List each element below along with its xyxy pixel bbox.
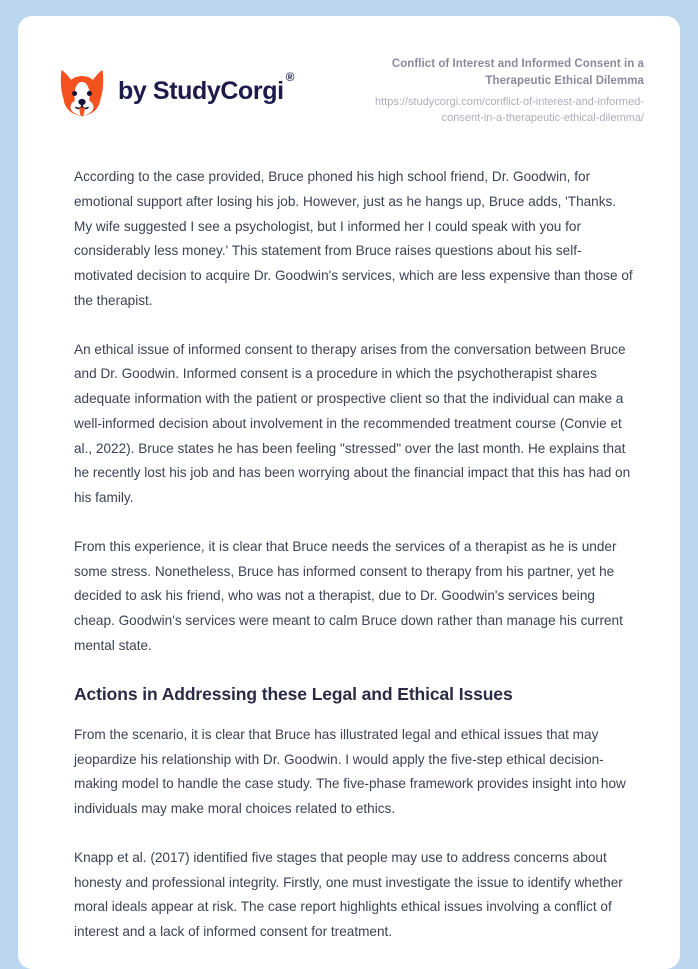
corgi-dog-face-icon [58, 67, 106, 117]
paragraph-1: According to the case provided, Bruce phoned his high school friend, Dr. Goodwin, for emotional support after losing his job. However, just as he hangs up, Bruce adds, 'Thanks. My wife suggested I see a psychologist, but I informed her I could speak with you for considerably less money.' This statement from Bruce raises questions about his self-motivated decision to acquire Dr. Goodwin's services, which are less expensive than those of the therapist. [74, 169, 633, 308]
document-url[interactable]: https://studycorgi.com/conflict-of-interest-and-informed-consent-in-a-therapeutic-ethical-dilemma/ [375, 96, 644, 125]
document-card [18, 16, 680, 969]
section-heading: Actions in Addressing these Legal and Ethical Issues [74, 684, 513, 705]
site-header [18, 16, 680, 155]
header-document-meta [312, 56, 644, 127]
paragraph-5: Knapp et al. (2017) identified five stages that people may use to address concerns about honesty and professional integrity. Firstly, one must investigate the issue to identify whether moral ideals appear at risk. The case report highlights ethical issues involving a conflict of interest and a lack of informed consent for treatment. [74, 849, 623, 940]
brand-logo-group[interactable] [58, 67, 295, 117]
paragraph-3: From this experience, it is clear that Bruce needs the services of a therapist as he is under some stress. Nonetheless, Bruce has informed consent to therapy from his partner, yet he decided to ask his friend, who was not a therapist, due to Dr. Goodwin's services being cheap. Goodwin's services were meant to calm Bruce down rather than manage his current mental state. [74, 538, 623, 653]
brand-name-text: by StudyCorgi [118, 77, 284, 106]
paragraph-2: An ethical issue of informed consent to therapy arises from the conversation between Bruce and Dr. Goodwin. Informed consent is a procedure in which the psychotherapist shares adequate information with the patient or prospective client so that the individual can make a well-informed decision about involvement in the recommended treatment course (Convie et al., 2022). Bruce states he has been feeling "stressed" over the last month. He explains that he recently lost his job and has been worrying about the financial impact that this has had on his family. [74, 341, 631, 506]
brand-wordmark [118, 70, 295, 106]
paragraph-4: From the scenario, it is clear that Bruce has illustrated legal and ethical issues that may jeopardize his relationship with Dr. Goodwin. I would apply the five-step ethical decision-making model to handle the case study. The five-phase framework provides insight into how individuals may make moral choices related to ethics. [74, 726, 626, 817]
registered-trademark-icon: ® [285, 70, 295, 85]
document-title: Conflict of Interest and Informed Consent in a Therapeutic Ethical Dilemma [391, 58, 644, 87]
article-body [18, 155, 680, 945]
